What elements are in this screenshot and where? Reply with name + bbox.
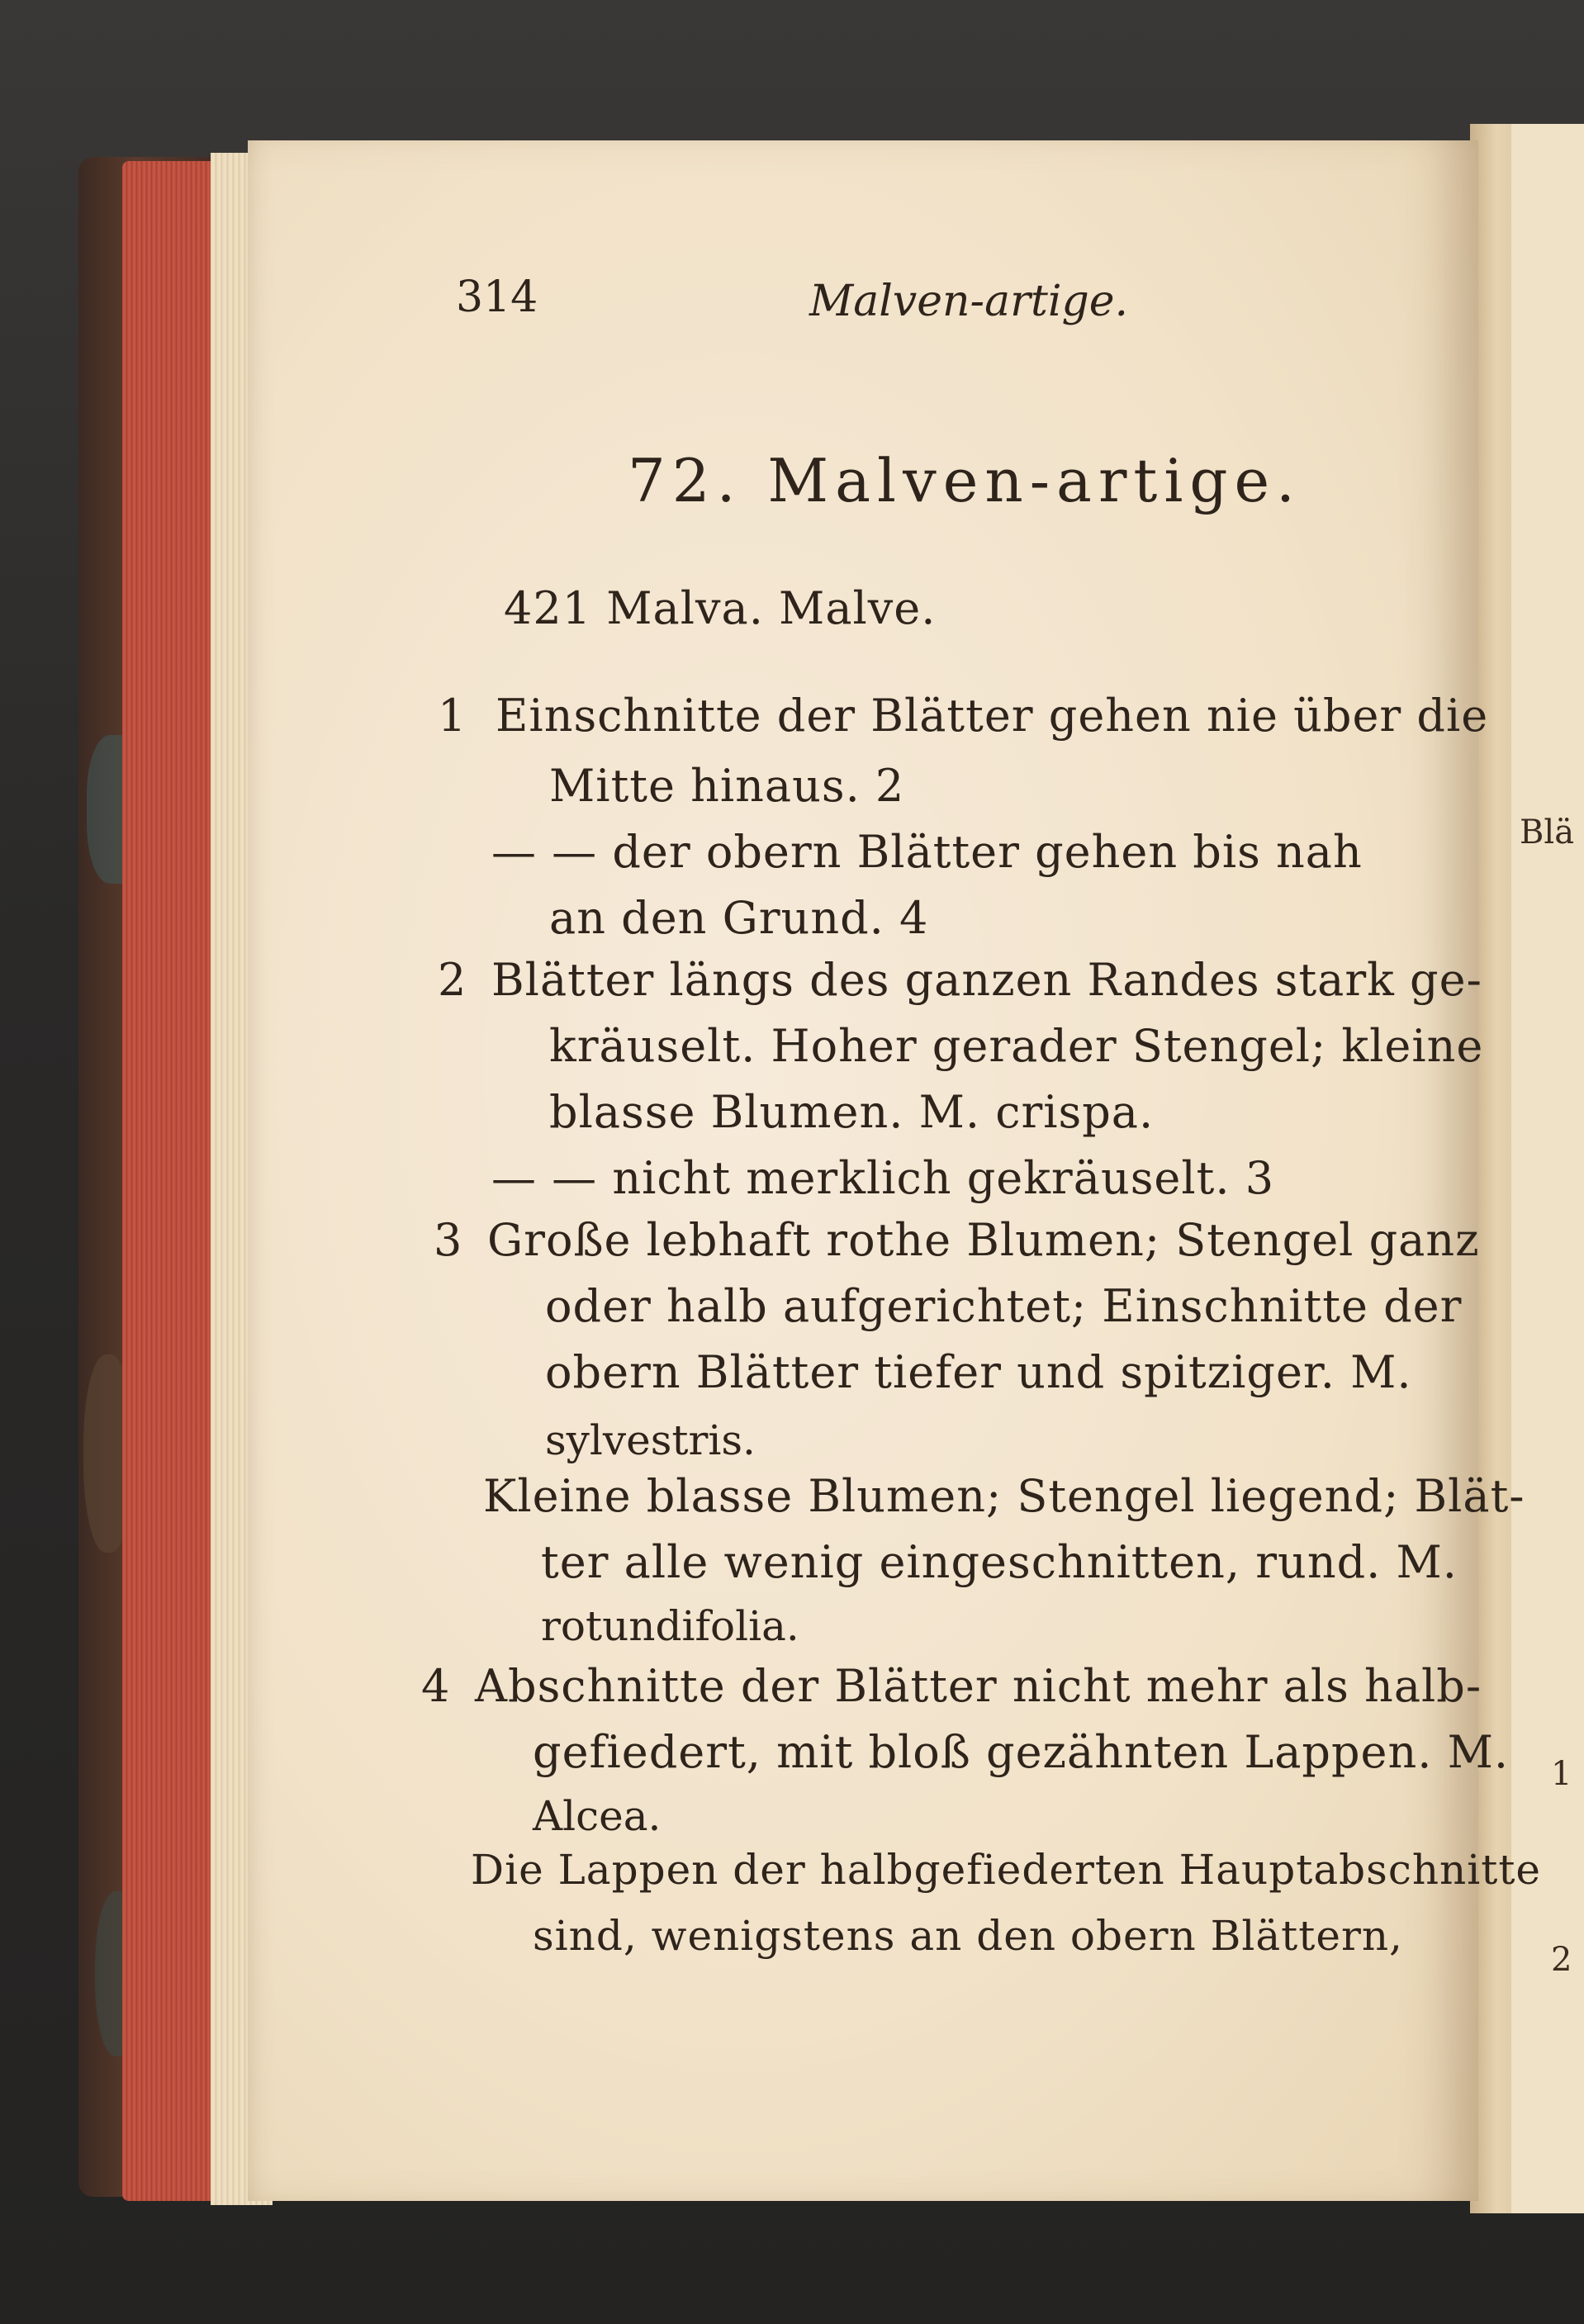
facing-page-fragment: 2: [1551, 1941, 1572, 1979]
key-line: rotundifolia.: [541, 1602, 799, 1650]
genus-heading: 421 Malva. Malve.: [504, 582, 937, 634]
key-line: — — nicht merklich gekräuselt. 3: [491, 1152, 1275, 1204]
key-line: kräuselt. Hoher gerader Stengel; kleine: [549, 1020, 1484, 1072]
key-line: sylvestris.: [545, 1416, 756, 1464]
key-line: blasse Blumen. M. crispa.: [549, 1086, 1155, 1138]
key-marker: 4: [421, 1660, 451, 1712]
key-marker: 2: [438, 954, 467, 1006]
key-line: oder halb aufgerichtet; Einschnitte der: [545, 1280, 1463, 1332]
key-line: Mitte hinaus. 2: [549, 760, 905, 812]
key-marker: 1: [438, 690, 467, 742]
section-title: 72. Malven-artige.: [628, 446, 1302, 515]
key-line: gefiedert, mit bloß gezähnten Lappen. M.: [533, 1726, 1510, 1778]
facing-page-fragment: 1: [1551, 1755, 1572, 1793]
page-number: 314: [456, 273, 538, 322]
key-line: Große lebhaft rothe Blumen; Stengel ganz: [487, 1214, 1480, 1266]
key-line: — — der obern Blätter gehen bis nah: [491, 826, 1363, 878]
key-line: sind, wenigstens an den obern Blättern,: [533, 1912, 1403, 1960]
key-line: an den Grund. 4: [549, 892, 929, 944]
key-line: Alcea.: [533, 1792, 662, 1840]
key-line: Blätter längs des ganzen Randes stark ge-: [491, 954, 1482, 1006]
key-line: Kleine blasse Blumen; Stengel liegend; Blät-: [483, 1470, 1525, 1522]
key-line: Abschnitte der Blätter nicht mehr als halb-: [475, 1660, 1482, 1712]
book-page: [248, 140, 1541, 2201]
key-line: obern Blätter tiefer und spitziger. M.: [545, 1346, 1412, 1398]
facing-page: [1511, 124, 1584, 2213]
key-line: ter alle wenig eingeschnitten, rund. M.: [541, 1536, 1458, 1588]
key-line: Einschnitte der Blätter gehen nie über die: [496, 690, 1489, 742]
key-line: Die Lappen der halbgefiederten Hauptabschnitte: [471, 1846, 1541, 1894]
facing-page-fragment: Blä: [1520, 813, 1575, 851]
key-marker: 3: [434, 1214, 463, 1266]
running-head: Malven-artige.: [809, 277, 1129, 326]
